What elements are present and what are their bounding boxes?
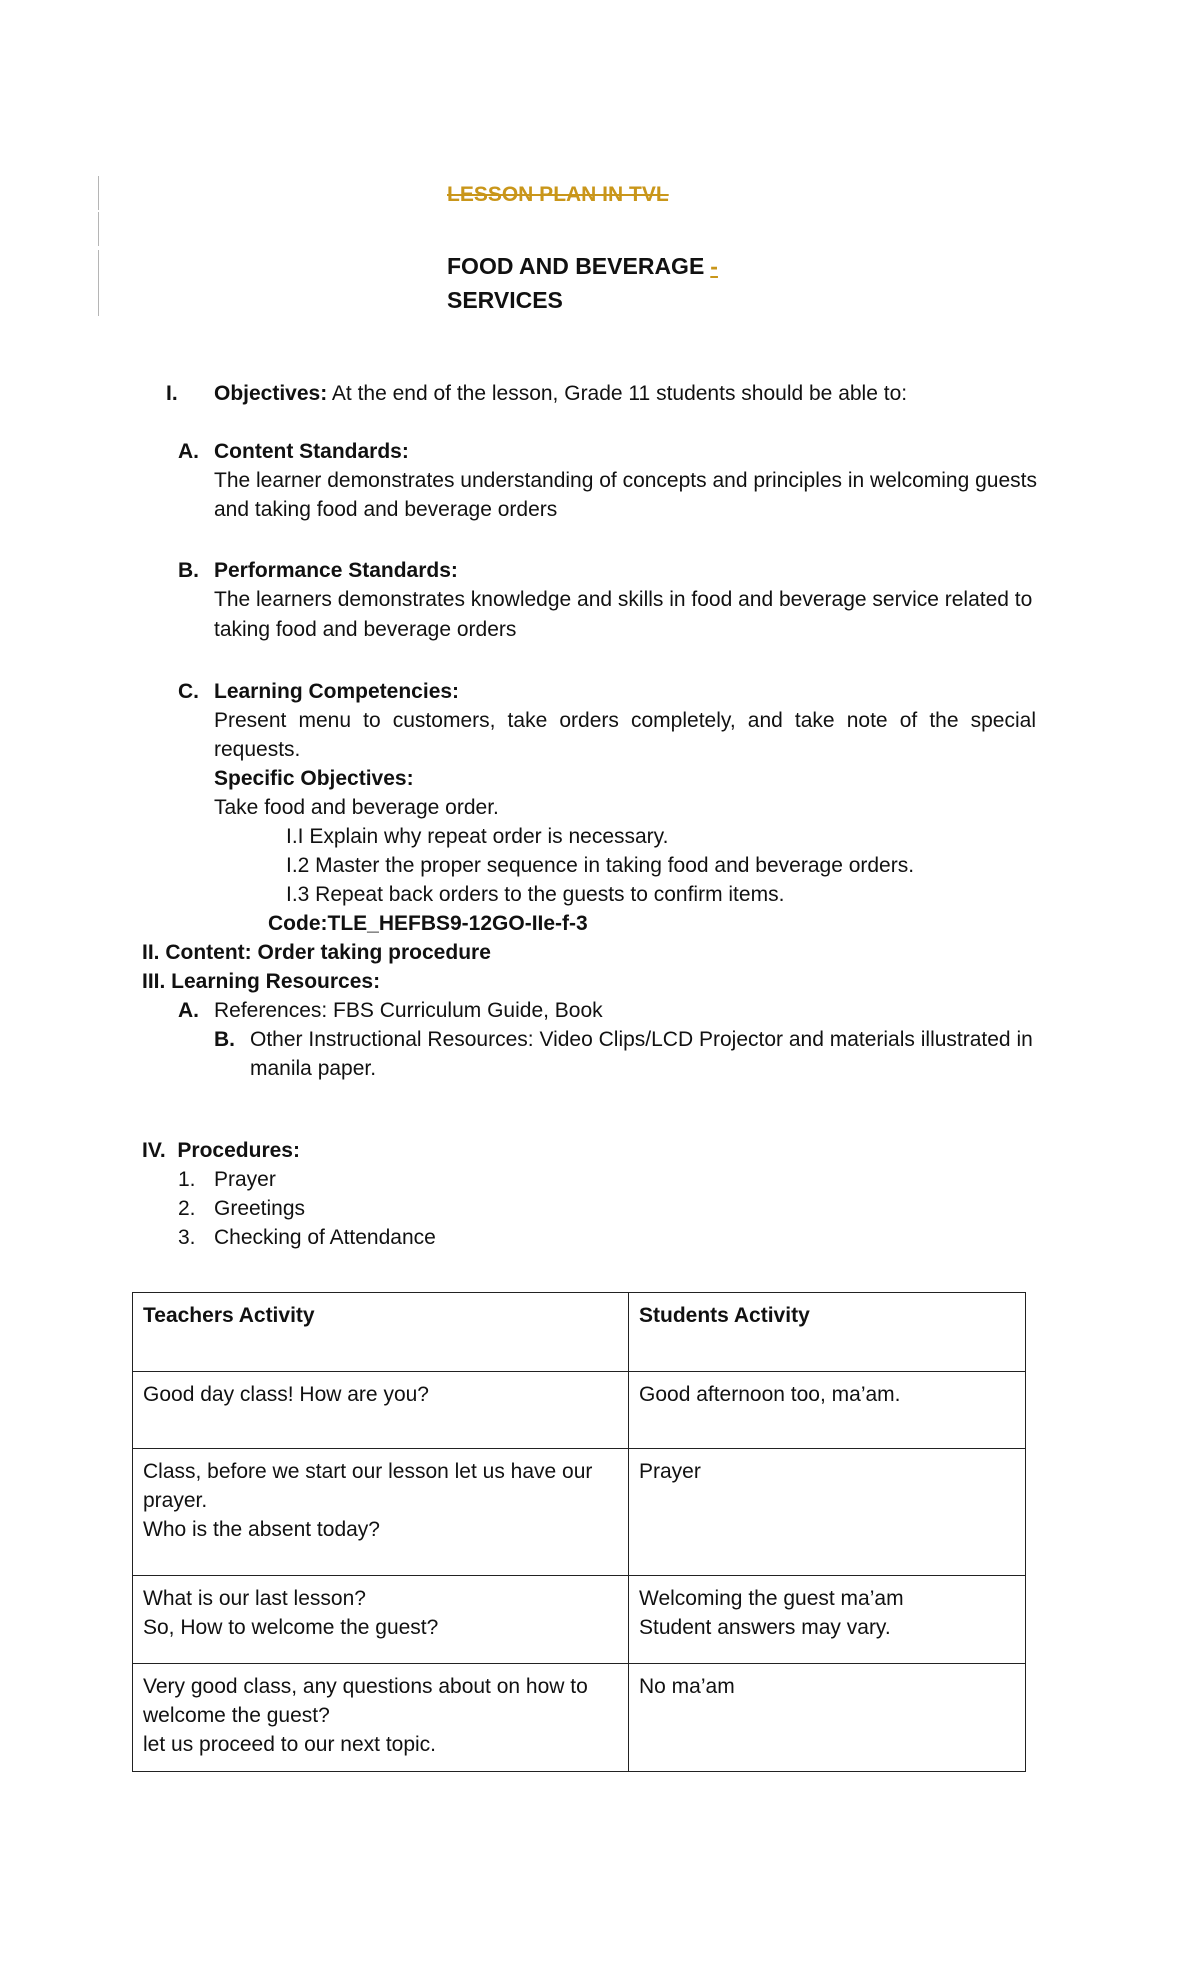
objectives-text: At the end of the lesson, Grade 11 students should be able to: [331, 382, 908, 405]
student-cell [629, 1576, 1026, 1664]
teacher-line: Who is the absent today? [143, 1518, 380, 1541]
objectives-numeral: I. [166, 382, 178, 405]
table-header-row [133, 1293, 1026, 1372]
table-row [133, 1576, 1026, 1664]
student-cell [629, 1664, 1026, 1772]
procedure-item: Checking of Attendance [214, 1226, 436, 1249]
teacher-cell [133, 1664, 629, 1772]
procedure-number: 3. [178, 1226, 196, 1249]
references-letter: A. [178, 999, 199, 1022]
teacher-cell [133, 1576, 629, 1664]
references-text: References: FBS Curriculum Guide, Book [214, 999, 603, 1022]
specific-objectives-text: Take food and beverage order. [214, 796, 499, 819]
procedure-number: 1. [178, 1168, 196, 1191]
student-cell [629, 1372, 1026, 1449]
student-line: Student answers may vary. [639, 1616, 891, 1639]
student-line: Good afternoon too, ma’am. [639, 1383, 901, 1406]
specific-objective-item: I.3 Repeat back orders to the guests to confirm items. [286, 883, 785, 906]
procedures-heading: IV. Procedures: [142, 1139, 300, 1162]
revision-bar [98, 250, 99, 316]
content-standards-line1: The learner demonstrates understanding of concepts and principles in welcoming guests [214, 469, 1037, 492]
other-resources-line1: Other Instructional Resources: Video Clips/LCD Projector and materials illustrated in [250, 1028, 1033, 1051]
subject-title-text: FOOD AND BEVERAGE [447, 253, 705, 279]
teacher-cell [133, 1372, 629, 1449]
other-resources-line2: manila paper. [250, 1057, 377, 1080]
learning-competencies-text: Present menu to customers, take orders completely, and take note of the special requests. [214, 709, 1036, 761]
learning-competencies-letter: C. [178, 680, 199, 703]
activity-table [132, 1292, 1026, 1772]
learning-resources-heading: III. Learning Resources: [142, 970, 381, 993]
objectives-line [214, 379, 907, 408]
table-row [133, 1449, 1026, 1576]
procedure-item: Prayer [214, 1168, 276, 1191]
content-heading: II. Content: Order taking procedure [142, 941, 491, 964]
teacher-cell [133, 1449, 629, 1576]
procedure-number: 2. [178, 1197, 196, 1220]
student-line: Prayer [639, 1460, 701, 1483]
specific-objective-item: I.2 Master the proper sequence in taking food and beverage orders. [286, 854, 915, 877]
table-row [133, 1372, 1026, 1449]
specific-objectives-label: Specific Objectives: [214, 767, 414, 790]
teacher-line: So, How to welcome the guest? [143, 1616, 439, 1639]
content-standards-letter: A. [178, 440, 199, 463]
subject-title-line1 [447, 252, 718, 281]
other-resources-letter: B. [214, 1028, 235, 1051]
performance-standards-label: Performance Standards: [214, 559, 458, 582]
teacher-line: What is our last lesson? [143, 1587, 366, 1610]
revision-bar [98, 212, 99, 246]
specific-objective-item: I.I Explain why repeat order is necessary. [286, 825, 669, 848]
performance-standards-line1: The learners demonstrates knowledge and skills in food and beverage service related to [214, 588, 1033, 611]
header-students-activity: Students Activity [629, 1293, 1026, 1372]
revision-bar [98, 176, 99, 210]
content-standards-line2: and taking food and beverage orders [214, 498, 558, 521]
student-cell [629, 1449, 1026, 1576]
teacher-line: Very good class, any questions about on how to welcome the guest? [143, 1675, 588, 1727]
performance-standards-line2: taking food and beverage orders [214, 618, 517, 641]
subject-title-line2: SERVICES [447, 287, 563, 313]
performance-standards-letter: B. [178, 559, 199, 582]
teacher-line: Class, before we start our lesson let us have our prayer. [143, 1460, 593, 1512]
student-line: No ma’am [639, 1675, 735, 1698]
student-line: Welcoming the guest ma’am [639, 1587, 904, 1610]
header-teachers-activity: Teachers Activity [133, 1293, 629, 1372]
competency-code: Code:TLE_HEFBS9-12GO-IIe-f-3 [268, 912, 588, 935]
subject-dash: - [710, 253, 718, 279]
teacher-line: let us proceed to our next topic. [143, 1733, 437, 1756]
objectives-label: Objectives: [214, 382, 328, 405]
teacher-line: Good day class! How are you? [143, 1383, 429, 1406]
table-row [133, 1664, 1026, 1772]
procedure-item: Greetings [214, 1197, 306, 1220]
document-title: LESSON PLAN IN TVL [447, 183, 669, 206]
content-standards-label: Content Standards: [214, 440, 409, 463]
learning-competencies-label: Learning Competencies: [214, 680, 460, 703]
